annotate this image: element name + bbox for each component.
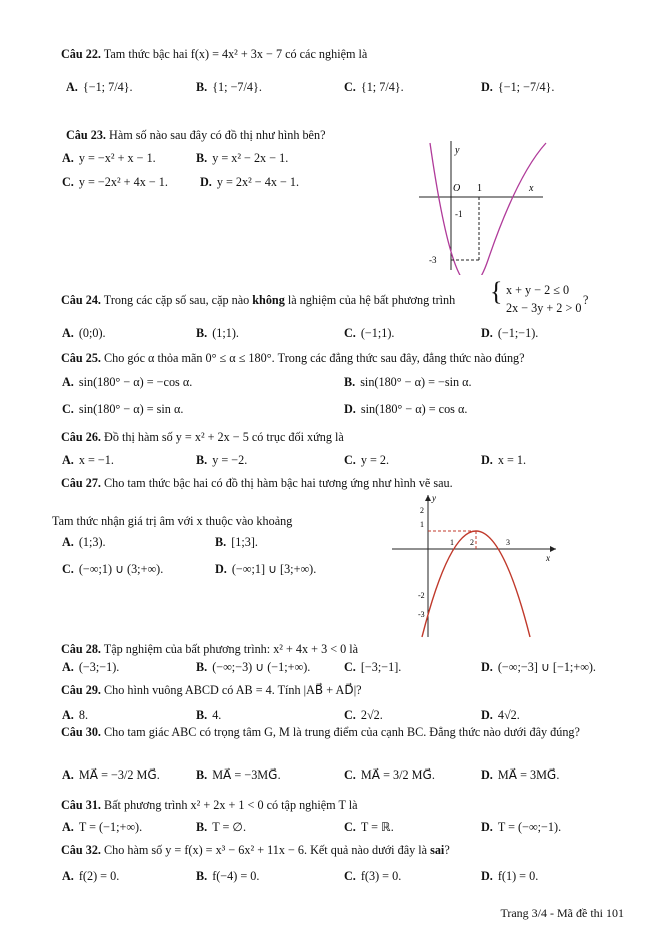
y-axis-label: y (432, 493, 436, 503)
tick-label: 2 (470, 538, 474, 547)
y-arrow (425, 495, 431, 501)
option-d[interactable]: D. sin(180° − α) = cos α. (344, 402, 468, 416)
question-22 (61, 47, 367, 62)
question-text: Cho hàm số y = f(x) = x³ − 6x² + 11x − 6. Kết quả nào dưới đây là (104, 843, 428, 857)
option-c[interactable]: C. y = 2. (344, 453, 390, 467)
tick-label: -2 (418, 591, 425, 600)
option-a[interactable]: A. f(2) = 0. (62, 869, 120, 883)
question-text: Đồ thị hàm số y = x² + 2x − 5 có trục đối xứng là (104, 430, 344, 444)
option-d[interactable]: D. {−1; −7/4}. (481, 80, 555, 94)
x-axis-label: x (546, 553, 550, 563)
question-text: Cho góc α thỏa mãn 0° ≤ α ≤ 180°. Trong các đẳng thức sau đây, đẳng thức nào đúng? (104, 351, 525, 365)
option-a[interactable]: A. (0;0). (62, 326, 106, 340)
question-text: Tam thức bậc hai f(x) = 4x² + 3x − 7 có các nghiệm là (103, 47, 368, 61)
option-c[interactable]: C. f(3) = 0. (344, 869, 402, 883)
option-b[interactable]: B. (1;1). (196, 326, 239, 340)
question-23 (66, 128, 325, 143)
tick-label: -3 (429, 255, 437, 265)
option-d[interactable]: D. MA⃗ = 3MG⃗. (481, 768, 560, 782)
option-b[interactable]: B. {1; −7/4}. (196, 80, 262, 94)
option-b[interactable]: B. (−∞;−3) ∪ (−1;+∞). (196, 660, 311, 674)
question-28 (61, 642, 358, 657)
option-d[interactable]: D. 4√2. (481, 708, 520, 722)
page-footer: Trang 3/4 - Mã đề thi 101 (500, 906, 624, 920)
question-26 (61, 430, 344, 445)
question-text: Cho tam thức bậc hai có đồ thị hàm bậc hai tương ứng như hình vẽ sau. (104, 476, 453, 490)
option-b[interactable]: B. y = −2. (196, 453, 248, 467)
tick-label: -1 (455, 209, 463, 219)
question-30 (61, 724, 626, 740)
parabola-curve (430, 143, 546, 275)
tick-label: 1 (450, 538, 454, 547)
question-label: Câu 29. (61, 683, 101, 697)
system-brace: { (490, 277, 503, 306)
tick-label: 1 (420, 520, 424, 529)
option-a[interactable]: A. T = (−1;+∞). (62, 820, 143, 834)
question-emphasis: sai (430, 843, 445, 857)
option-b[interactable]: B. f(−4) = 0. (196, 869, 260, 883)
option-c[interactable]: C. (−1;1). (344, 326, 395, 340)
option-c[interactable]: C. [−3;−1]. (344, 660, 402, 674)
y-axis-label: y (455, 145, 460, 156)
question-27 (61, 476, 453, 491)
question-text: Bất phương trình x² + 2x + 1 < 0 có tập nghiệm T là (104, 798, 358, 812)
question-emphasis: không (252, 293, 285, 307)
inequality-2: 2x − 3y + 2 > 0 (506, 301, 582, 315)
option-c[interactable]: C. T = ℝ. (344, 820, 394, 834)
question-label: Câu 28. (61, 642, 101, 656)
question-label: Câu 25. (61, 351, 101, 365)
question-32 (61, 843, 450, 858)
option-a[interactable]: A. sin(180° − α) = −cos α. (62, 375, 193, 389)
option-d[interactable]: D. x = 1. (481, 453, 527, 467)
option-b[interactable]: B. T = ∅. (196, 820, 247, 834)
question-24 (61, 293, 455, 308)
tick-label: -3 (418, 610, 425, 619)
question-mark: ? (444, 843, 450, 857)
question-text: Cho hình vuông ABCD có AB = 4. Tính |AB⃗ + AD⃗|? (104, 683, 362, 697)
x-axis-label: x (529, 183, 534, 194)
question-label: Câu 32. (61, 843, 101, 857)
option-b[interactable]: B. y = x² − 2x − 1. (196, 151, 289, 165)
option-c[interactable]: C. y = −2x² + 4x − 1. (62, 175, 168, 189)
option-d[interactable]: D. (−1;−1). (481, 326, 539, 340)
question-text: là nghiệm của hệ bất phương trình (287, 293, 456, 307)
question-25 (61, 351, 525, 366)
question-subtext: Tam thức nhận giá trị âm với x thuộc vào khoảng (52, 514, 293, 528)
question-label: Câu 23. (66, 128, 106, 142)
tick-label: 3 (506, 538, 510, 547)
question-label: Câu 24. (61, 293, 101, 307)
question-31 (61, 798, 358, 813)
option-a[interactable]: A. 8. (62, 708, 88, 722)
option-a[interactable]: A. x = −1. (62, 453, 114, 467)
option-c[interactable]: C. MA⃗ = 3/2 MG⃗. (344, 768, 435, 782)
option-a[interactable]: A. (1;3). (62, 535, 106, 549)
option-d[interactable]: D. f(1) = 0. (481, 869, 539, 883)
tick-label: 2 (420, 506, 424, 515)
question-label: Câu 26. (61, 430, 101, 444)
option-d[interactable]: D. (−∞;1] ∪ [3;+∞). (215, 562, 317, 576)
question-mark: ? (583, 293, 589, 307)
option-b[interactable]: B. 4. (196, 708, 222, 722)
option-b[interactable]: B. MA⃗ = −3MG⃗. (196, 768, 281, 782)
parabola-graph-27 (388, 493, 563, 639)
question-text: Tập nghiệm của bất phương trình: x² + 4x + 3 < 0 là (103, 642, 359, 656)
option-a[interactable]: A. MA⃗ = −3/2 MG⃗. (62, 768, 160, 782)
question-label: Câu 22. (61, 47, 101, 61)
origin-label: O (453, 183, 461, 194)
option-a[interactable]: A. (−3;−1). (62, 660, 120, 674)
option-a[interactable]: A. y = −x² + x − 1. (62, 151, 156, 165)
question-text: Trong các cặp số sau, cặp nào (103, 293, 250, 307)
option-c[interactable]: C. 2√2. (344, 708, 383, 722)
question-label: Câu 27. (61, 476, 101, 490)
option-d[interactable]: D. (−∞;−3] ∪ [−1;+∞). (481, 660, 596, 674)
question-29 (61, 683, 362, 698)
option-b[interactable]: B. sin(180° − α) = −sin α. (344, 375, 472, 389)
option-d[interactable]: D. y = 2x² − 4x − 1. (200, 175, 300, 189)
option-c[interactable]: C. (−∞;1) ∪ (3;+∞). (62, 562, 164, 576)
question-text: Cho tam giác ABC có trọng tâm G, M là trung điểm của cạnh BC. Đẳng thức nào dưới đây đúng? (104, 725, 580, 739)
x-arrow (550, 546, 556, 552)
parabola-graph-23 (415, 135, 550, 275)
tick-label: 1 (477, 183, 482, 194)
question-label: Câu 31. (61, 798, 101, 812)
question-text: Hàm số nào sau đây có đồ thị như hình bên? (109, 128, 326, 142)
question-label: Câu 30. (61, 725, 101, 739)
option-c[interactable]: C. sin(180° − α) = sin α. (62, 402, 184, 416)
inequality-1: x + y − 2 ≤ 0 (506, 283, 570, 297)
option-c[interactable]: C. {1; 7/4}. (344, 80, 404, 94)
option-b[interactable]: B. [1;3]. (215, 535, 258, 549)
option-d[interactable]: D. T = (−∞;−1). (481, 820, 562, 834)
option-a[interactable]: A. {−1; 7/4}. (66, 80, 133, 94)
